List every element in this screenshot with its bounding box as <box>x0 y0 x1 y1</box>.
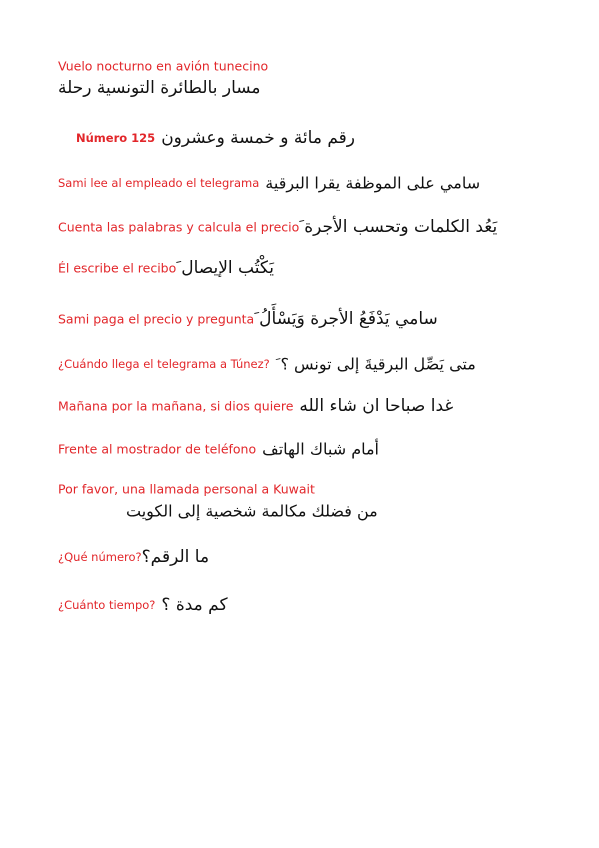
arabic-text: مسار بالطائرة التونسية رحلة <box>58 78 261 98</box>
line-9 <box>58 441 379 458</box>
arabic-text: يَعُد الكلمات وتحسب الأجرة َ <box>299 217 498 237</box>
spanish-text: Cuenta las palabras y calcula el precio <box>58 219 300 235</box>
arabic-text: من فضلك مكالمة شخصية إلى الكويت <box>126 501 378 521</box>
spanish-text: Sami lee al empleado el telegrama <box>58 175 260 190</box>
line-2 <box>76 130 355 147</box>
spanish-text: Por favor, una llamada personal a Kuwait <box>58 481 315 497</box>
line-10 <box>58 481 315 497</box>
arabic-text: يَكْتُب الإيصال َ <box>176 258 274 278</box>
arabic-text: متى يَصِّل البرقيةَ إلى تونس ؟ َ <box>275 354 476 374</box>
spanish-text: Número 125 <box>76 130 156 145</box>
spanish-text: Sami paga el precio y pregunta <box>58 311 255 327</box>
line-6 <box>58 311 438 328</box>
line-0 <box>58 58 268 74</box>
line-1 <box>58 80 261 97</box>
arabic-text: أمام شباك الهاتف <box>262 439 379 459</box>
spanish-text: Vuelo nocturno en avión tunecino <box>58 58 269 74</box>
arabic-text: رقم مائة و خمسة وعشرون <box>161 128 356 148</box>
spanish-text: ¿Qué número? <box>58 549 142 564</box>
arabic-text: سامي على الموظفة يقرا البرقية <box>265 173 481 193</box>
spanish-text: Mañana por la mañana, si dios quiere <box>58 398 294 414</box>
line-11 <box>126 503 378 520</box>
line-8 <box>58 398 453 415</box>
spanish-text: Frente al mostrador de teléfono <box>58 441 257 457</box>
line-5 <box>58 260 274 277</box>
arabic-text: غدا صباحا ان شاء الله <box>299 396 454 416</box>
spanish-text: ¿Cuándo llega el telegrama a Túnez? <box>58 356 270 371</box>
arabic-text: كم مدة ؟ <box>161 595 228 615</box>
spanish-text: ¿Cuánto tiempo? <box>58 597 156 612</box>
line-4 <box>58 219 497 236</box>
line-13 <box>58 597 228 614</box>
line-7 <box>58 356 476 373</box>
line-12 <box>58 549 209 566</box>
arabic-text: ما الرقم؟ <box>141 547 210 567</box>
line-3 <box>58 175 480 192</box>
arabic-text: سامي يَدْفَعُ الأجرة وَيَسْأَلُ َ <box>254 309 438 329</box>
spanish-text: Él escribe el recibo <box>58 260 177 276</box>
